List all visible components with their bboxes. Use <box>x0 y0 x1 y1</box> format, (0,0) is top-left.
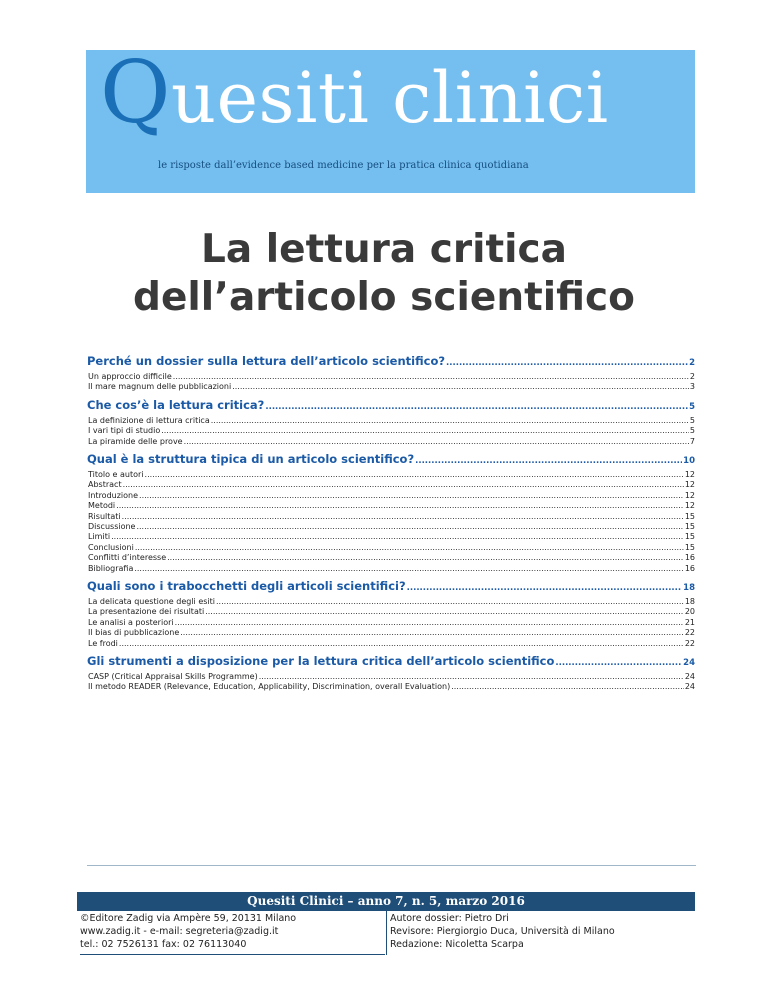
credits-info <box>390 912 615 951</box>
toc-subsection-entry[interactable] <box>87 597 695 607</box>
toc-page-number: 2 <box>689 372 695 381</box>
toc-leader <box>216 597 684 606</box>
toc-leader <box>555 658 682 668</box>
toc-subsection-title: Le frodi <box>88 638 118 648</box>
toc-section-title: Gli strumenti a disposizione per la lettura critica dell’articolo scientifico <box>87 654 555 668</box>
toc-subsection-entry[interactable] <box>87 501 695 511</box>
toc-leader <box>446 358 688 368</box>
toc-page-number: 7 <box>689 436 695 446</box>
toc-subsection-title: Le analisi a posteriori <box>88 617 174 627</box>
masthead-title <box>100 43 609 143</box>
masthead-banner <box>86 43 695 193</box>
toc-section-title: Perché un dossier sulla lettura dell’articolo scientifico? <box>87 354 446 368</box>
toc-section-title: Che cos’è la lettura critica? <box>87 397 265 412</box>
toc-leader <box>139 491 684 500</box>
toc-leader <box>134 564 683 573</box>
toc-section-entry[interactable] <box>87 398 695 413</box>
toc-page-number: 18 <box>683 583 695 593</box>
toc-subsection-entry[interactable] <box>87 543 695 553</box>
footer-separator-line <box>87 865 696 866</box>
toc-subsection-title: Un approccio difficile <box>88 372 172 381</box>
toc-page-number: 12 <box>684 501 695 511</box>
toc-subsection-entry[interactable] <box>87 491 695 501</box>
toc-section-entry[interactable] <box>87 654 695 669</box>
toc-page-number: 16 <box>684 563 695 573</box>
toc-subsection-title: Conclusioni <box>88 542 134 552</box>
toc-subsection-entry[interactable] <box>87 672 695 682</box>
toc-subsection-entry[interactable] <box>87 382 695 392</box>
toc-page-number: 15 <box>684 522 695 531</box>
toc-subsection-title: Il metodo READER (Relevance, Education, Applicability, Discrimination, overall Evaluation) <box>88 682 451 692</box>
toc-subsection-title: I vari tipi di studio <box>88 426 161 436</box>
toc-page-number: 18 <box>684 597 695 606</box>
toc-page-number: 24 <box>683 658 695 668</box>
toc-subsection-title: La presentazione dei risultati <box>88 607 205 617</box>
toc-page-number: 21 <box>684 617 695 627</box>
toc-leader <box>136 522 683 531</box>
toc-page-number: 2 <box>689 358 695 368</box>
document-title-line1: La lettura critica <box>201 227 567 272</box>
toc-subsection-title: Introduzione <box>88 490 139 500</box>
toc-subsection-entry[interactable] <box>87 607 695 617</box>
toc-subsection-entry[interactable] <box>87 639 695 649</box>
toc-subsection-title: Metodi <box>88 501 116 511</box>
toc-page-number: 24 <box>684 682 695 692</box>
document-title <box>0 226 768 322</box>
toc-page-number: 22 <box>684 638 695 648</box>
toc-page-number: 20 <box>684 607 695 617</box>
toc-subsection-title: Il bias di pubblicazione <box>88 628 180 638</box>
toc-page-number: 10 <box>683 456 695 466</box>
toc-leader <box>407 583 683 593</box>
toc-subsection-entry[interactable] <box>87 480 695 490</box>
toc-subsection-entry[interactable] <box>87 532 695 542</box>
toc-subsection-title: Conflitti d’interesse <box>88 553 167 563</box>
credit-reviewer: Revisore: Piergiorgio Duca, Università di Milano <box>390 926 615 937</box>
toc-section-title: Qual è la struttura tipica di un articolo scientifico? <box>87 452 415 466</box>
footer-divider <box>386 911 387 955</box>
toc-page-number: 15 <box>684 511 695 521</box>
toc-subsection-entry[interactable] <box>87 416 695 426</box>
masthead-title-rest: uesiti clinici <box>171 57 609 139</box>
toc-subsection-title: La definizione di lettura critica <box>88 415 210 425</box>
toc-page-number: 5 <box>689 415 695 425</box>
toc-subsection-title: La piramide delle prove <box>88 436 183 446</box>
toc-subsection-entry[interactable] <box>87 618 695 628</box>
toc-section-entry[interactable] <box>87 354 695 369</box>
toc-page-number: 3 <box>689 382 695 392</box>
toc-leader <box>167 553 684 562</box>
toc-subsection-entry[interactable] <box>87 522 695 532</box>
toc-leader <box>173 372 689 381</box>
toc-page-number: 15 <box>684 542 695 552</box>
toc-subsection-entry[interactable] <box>87 512 695 522</box>
toc-subsection-entry[interactable] <box>87 437 695 447</box>
publisher-address: ©Editore Zadig via Ampère 59, 20131 Milano <box>80 913 297 924</box>
toc-leader <box>451 682 684 691</box>
toc-subsection-title: Bibliografia <box>88 563 134 573</box>
toc-subsection-title: CASP (Critical Appraisal Skills Programme) <box>88 672 258 681</box>
toc-subsection-entry[interactable] <box>87 426 695 436</box>
toc-page-number: 24 <box>684 672 695 681</box>
toc-leader <box>265 402 688 412</box>
toc-subsection-title: La delicata questione degli esiti <box>88 597 215 606</box>
toc-subsection-entry[interactable] <box>87 372 695 382</box>
toc-leader <box>175 618 684 627</box>
toc-leader <box>116 501 684 510</box>
toc-page-number: 22 <box>684 628 695 638</box>
toc-leader <box>119 639 684 648</box>
toc-subsection-entry[interactable] <box>87 682 695 692</box>
toc-subsection-title: Il mare magnum delle pubblicazioni <box>88 382 232 392</box>
toc-subsection-entry[interactable] <box>87 564 695 574</box>
toc-leader <box>415 456 682 466</box>
toc-section-title: Quali sono i trabocchetti degli articoli scientifici? <box>87 579 406 593</box>
document-title-line2: dell’articolo scientifico <box>133 275 635 320</box>
toc-subsection-entry[interactable] <box>87 628 695 638</box>
toc-page-number: 5 <box>689 426 695 436</box>
publisher-web: www.zadig.it - e-mail: segreteria@zadig.it <box>80 926 279 937</box>
toc-subsection-title: Discussione <box>88 522 136 531</box>
toc-page-number: 15 <box>684 532 695 542</box>
masthead-title-cap: Q <box>100 43 172 143</box>
toc-leader <box>111 532 684 541</box>
toc-page-number: 12 <box>684 470 695 479</box>
publisher-phone: tel.: 02 7526131 fax: 02 76113040 <box>80 939 247 950</box>
toc-leader <box>180 628 684 637</box>
toc-leader <box>145 470 684 479</box>
toc-leader <box>123 480 684 489</box>
masthead-tagline: le risposte dall’evidence based medicine per la pratica clinica quotidiana <box>158 160 529 171</box>
toc-leader <box>184 437 689 446</box>
toc-leader <box>161 426 689 435</box>
toc-leader <box>122 512 684 521</box>
toc-subsection-entry[interactable] <box>87 553 695 563</box>
toc-section-entry[interactable] <box>87 579 695 594</box>
issue-bar: Quesiti Clinici – anno 7, n. 5, marzo 2016 <box>77 892 695 911</box>
toc-subsection-title: Titolo e autori <box>88 470 144 479</box>
credit-author: Autore dossier: Pietro Dri <box>390 913 509 924</box>
toc-leader <box>205 607 684 616</box>
toc-subsection-title: Limiti <box>88 532 111 542</box>
toc-page-number: 5 <box>689 401 695 412</box>
toc-leader <box>259 672 684 681</box>
toc-subsection-entry[interactable] <box>87 470 695 480</box>
toc-page-number: 12 <box>684 480 695 490</box>
toc-subsection-title: Abstract <box>88 480 122 490</box>
publisher-info <box>80 912 385 955</box>
toc-page-number: 12 <box>684 490 695 500</box>
toc-leader <box>211 416 689 425</box>
credit-editor: Redazione: Nicoletta Scarpa <box>390 939 524 950</box>
toc-subsection-title: Risultati <box>88 511 121 521</box>
toc-leader <box>232 382 689 391</box>
toc-leader <box>135 543 684 552</box>
toc-section-entry[interactable] <box>87 452 695 467</box>
toc-page-number: 16 <box>684 553 695 563</box>
